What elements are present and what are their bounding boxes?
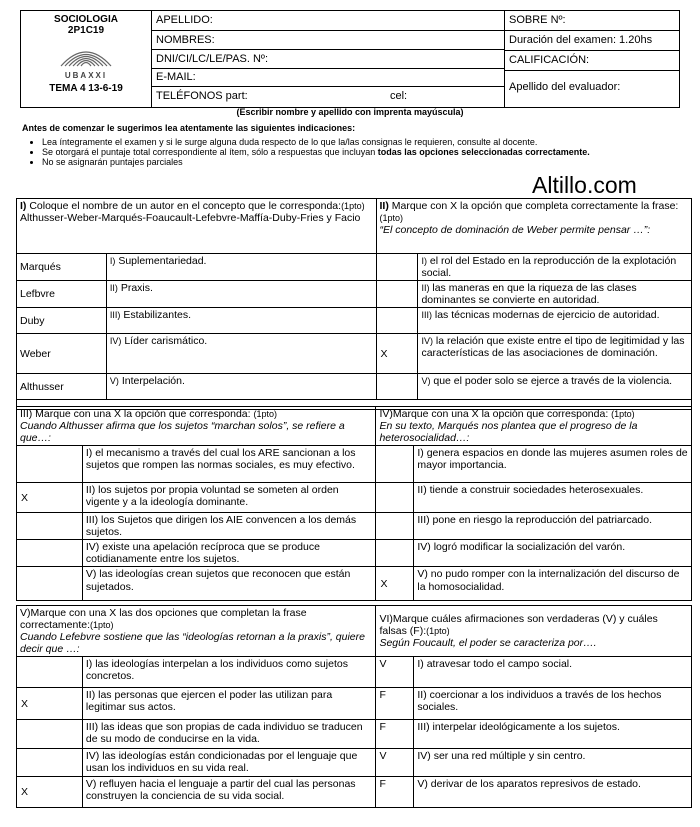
q5-mark-cell[interactable] [17,657,83,688]
q4-header: IV)Marque con una X la opción que corresponda: (1pto) En su texto, Marqués nos plantea que el progreso de la heterosocialidad…: [376,407,692,446]
q6-mark-cell[interactable]: V [376,657,414,688]
q3-option: I) el mecanismo a través del cual los ARE sancionan a los sujetos que rompen las normas sociales, es muy efectivo. [82,446,376,483]
q4-mark-cell[interactable]: X [376,567,414,601]
q2-mark-cell[interactable] [376,254,418,281]
q1-answer-cell[interactable]: Lefbvre [17,281,107,308]
q2-mark-cell[interactable]: X [376,334,418,374]
q1-concept: V) Interpelación. [106,374,376,400]
q3-mark-cell[interactable]: X [17,483,83,513]
q6-mark-cell[interactable]: F [376,688,414,720]
duration-text: Duración del examen: 1.20hs [505,31,679,51]
q5-prompt: Cuando Lefebvre sostiene que las “ideologías retornan a la praxis”, quiere decir que …: [20,631,365,656]
q6-prompt: Según Foucault, el poder se caracteriza por…. [379,637,597,650]
q2-prompt: “El concepto de dominación de Weber permite pensar …”: [379,224,651,237]
q5-option: I) las ideologías interpelan a los individuos como sujetos concretos. [82,657,376,688]
q1-q2-table [16,198,692,410]
q1-answer-cell[interactable]: Duby [17,308,107,334]
q3-option: IV) existe una apelación recíproca que se produce cotidianamente entre los sujetos. [82,540,376,567]
q5-mark-cell[interactable]: X [17,777,83,808]
q4-mark-cell[interactable] [376,540,414,567]
q6-option: III) interpelar ideológicamente a los sujetos. [414,720,692,749]
q3-q4-table [16,406,692,601]
header-right [505,11,679,107]
uba-logo-icon [56,38,116,68]
header-fields [152,11,505,107]
q2-mark-cell[interactable] [376,308,418,334]
q2-mark-cell[interactable] [376,374,418,400]
q1-concept: II) Praxis. [106,281,376,308]
q6-mark-cell[interactable]: F [376,777,414,808]
q3-mark-cell[interactable] [17,567,83,601]
q1-answer-cell[interactable]: Althusser [17,374,107,400]
q3-mark-cell[interactable] [17,513,83,540]
watermark: Altillo.com [532,172,637,198]
q2-option: I) el rol del Estado en la reproducción de la explotación social. [418,254,692,281]
q4-prompt: En su texto, Marqués nos plantea que el progreso de la heterosocialidad…: [379,420,638,445]
instruction-item: • Lea íntegramente el examen y si le surge alguna duda respecto de lo que la/las consignas le requieren, consulte al docente. [42,137,692,147]
cel-label: cel: [390,90,408,102]
q2-mark-cell[interactable] [376,281,418,308]
q3-mark-cell[interactable] [17,446,83,483]
field-apellido[interactable]: APELLIDO: [152,11,504,31]
q5-option: IV) las ideologías están condicionadas por el lenguaje que usan los individuos en su vida real. [82,749,376,777]
q3-option: II) los sujetos por propia voluntad se someten al orden vigente y a la ideología dominante. [82,483,376,513]
instructions-title: Antes de comenzar le sugerimos lea atentamente las siguientes indicaciones: [22,123,356,133]
q2-option: III) las técnicas modernas de ejercicio de autoridad. [418,308,692,334]
q5-q6-table [16,605,692,808]
exam-label: TEMA 4 13-6-19 [49,83,123,94]
q4-mark-cell[interactable] [376,446,414,483]
q3-prompt: Cuando Althusser afirma que los sujetos “marchan solos”, se refiere a que…: [20,420,345,445]
telefonos-label: TELÉFONOS part: [156,90,248,102]
q1-concept: IV) Líder carismático. [106,334,376,374]
q1-concept: III) Estabilizantes. [106,308,376,334]
q4-mark-cell[interactable] [376,483,414,513]
q5-option: II) las personas que ejercen el poder las utilizan para legitimar sus actos. [82,688,376,720]
q2-header: II) Marque con X la opción que completa correctamente la frase:(1pto) “El concepto de dominación de Weber permite pensar …”: [376,199,692,254]
field-nombres[interactable]: NOMBRES: [152,31,504,50]
q3-header: III) Marque con una X la opción que corresponda: (1pto) Cuando Althusser afirma que los sujetos “marchan solos”, se refiere a que…: [17,407,376,446]
q2-option: IV) la relación que existe entre el tipo de legitimidad y las características de las asociaciones de dominación. [418,334,692,374]
q5-option: V) refluyen hacia el lenguaje a partir del cual las personas construyen la conciencia de su vida social. [82,777,376,808]
q5-mark-cell[interactable] [17,720,83,749]
q1-answer-cell[interactable]: Weber [17,334,107,374]
q3-option: III) los Sujetos que dirigen los AIE convencen a los demás sujetos. [82,513,376,540]
field-dni[interactable]: DNI/CI/LC/LE/PAS. Nº: [152,50,504,69]
instruction-item: • No se asignarán puntajes parciales [42,157,692,167]
q6-mark-cell[interactable]: V [376,749,414,777]
q2-option: II) las maneras en que la riqueza de las clases dominantes se convierte en autoridad. [418,281,692,308]
q6-option: I) atravesar todo el campo social. [414,657,692,688]
header-note: (Escribir nombre y apellido con imprenta mayúscula) [236,107,464,117]
q4-option: III) pone en riesgo la reproducción del patriarcado. [414,513,692,540]
q1-concept: I) Suplementariedad. [106,254,376,281]
q1-header: I) Coloque el nombre de un autor en el concepto que le corresponda:(1pto) Althusser-Weber-Marqués-Foaucault-Lefebvre-Maffía-Duby-Fries y Facio [17,199,377,254]
q3-option: V) las ideologías crean sujetos que reconocen que están sujetados. [82,567,376,601]
header-box [20,10,680,108]
course-code: 2P1C19 [67,25,105,36]
instruction-item: • Se otorgará el puntaje total correspondiente al ítem, sólo a respuestas que incluyan todas las opciones seleccionadas correctamente. [42,147,692,157]
q5-header: V)Marque con una X las dos opciones que completan la frase correctamente:(1pto) Cuando Lefebvre sostiene que las “ideologías retornan a la praxis”, quiere decir que …: [17,606,376,657]
q6-mark-cell[interactable]: F [376,720,414,749]
q6-option: IV) ser una red múltiple y sin centro. [414,749,692,777]
q2-option: V) que el poder solo se ejerce a través de la violencia. [418,374,692,400]
q4-option: V) no pudo romper con la internalización del discurso de la homosocialidad. [414,567,692,601]
field-email[interactable]: E-MAIL: [152,69,504,87]
q6-option: II) coercionar a los individuos a través de los hechos sociales. [414,688,692,720]
q4-mark-cell[interactable] [376,513,414,540]
q3-mark-cell[interactable] [17,540,83,567]
header-left [21,11,152,107]
logo-text: UBAXXI [64,71,108,80]
evaluador-field[interactable]: Apellido del evaluador: [509,81,621,93]
q4-option: I) genera espacios en donde las mujeres asumen roles de mayor importancia. [414,446,692,483]
q5-mark-cell[interactable] [17,749,83,777]
instructions-list [28,137,692,167]
q1-authors: Althusser-Weber-Marqués-Foaucault-Lefebvre-Maffía-Duby-Fries y Facio [20,212,361,225]
q6-header: VI)Marque cuáles afirmaciones son verdaderas (V) y cuáles falsas (F):(1pto) Según Foucault, el poder se caracteriza por…. [376,606,692,657]
subject: SOCIOLOGIA [54,14,118,25]
calificacion-field[interactable]: CALIFICACIÓN: [505,51,679,71]
q6-option: V) derivar de los aparatos represivos de estado. [414,777,692,808]
q5-option: III) las ideas que son propias de cada individuo se traducen de su modo de conducirse en la vida. [82,720,376,749]
q4-option: II) tiende a construir sociedades heterosexuales. [414,483,692,513]
q1-answer-cell[interactable]: Marqués [17,254,107,281]
sobre-field[interactable]: SOBRE Nº: [505,11,679,31]
q4-option: IV) logró modificar la socialización del varón. [414,540,692,567]
field-telefonos[interactable] [152,87,504,107]
q5-mark-cell[interactable]: X [17,688,83,720]
